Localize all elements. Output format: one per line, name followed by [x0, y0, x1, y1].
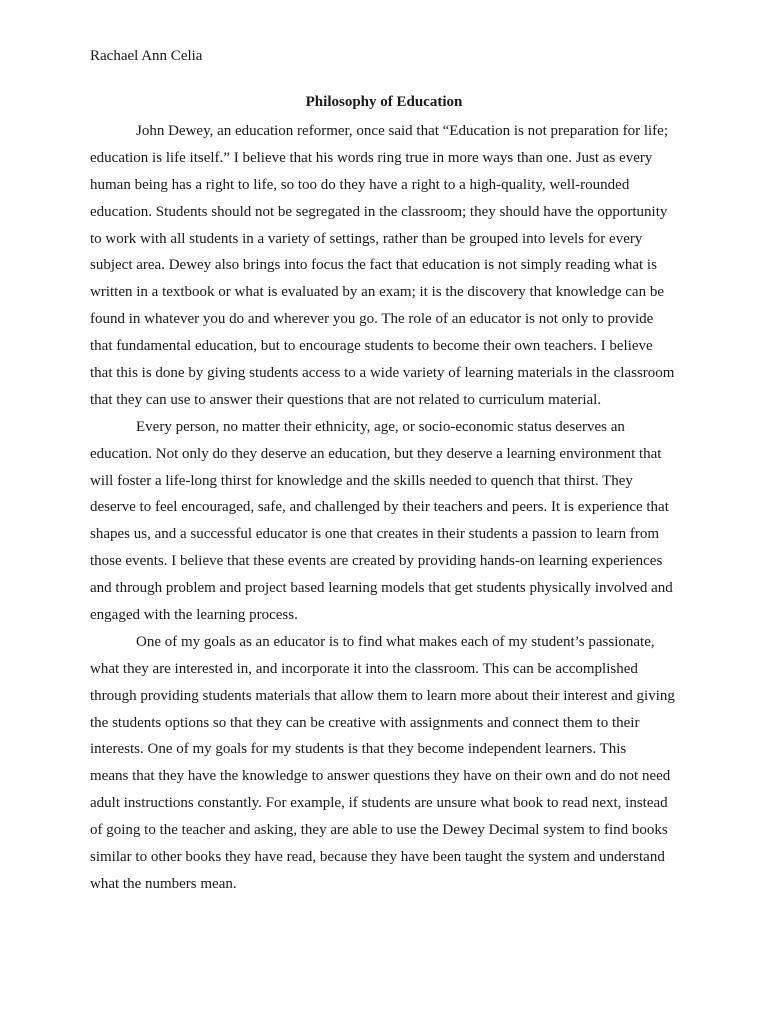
paragraph-line: that they can use to answer their questions that are not related to curriculum material.: [90, 391, 602, 408]
paragraph-line: found in whatever you do and wherever you go. The role of an educator is not only to provide: [90, 311, 654, 328]
paragraph-line: the students options so that they can be creative with assignments and connect them to their: [90, 714, 640, 731]
paragraph-2: [90, 414, 680, 629]
paragraph-line: education. Not only do they deserve an education, but they deserve a learning environment that: [90, 445, 662, 462]
document-body: [90, 118, 680, 898]
paragraph-line: interests. One of my goals for my students is that they become independent learners. This: [90, 741, 627, 758]
paragraph-line: engaged with the learning process.: [90, 607, 298, 624]
paragraph-3: [90, 629, 680, 898]
paragraph-line: human being has a right to life, so too do they have a right to a high-quality, well-rounded: [90, 176, 630, 193]
paragraph-line: written in a textbook or what is evaluated by an exam; it is the discovery that knowledge can be: [90, 284, 664, 301]
paragraph-line: of going to the teacher and asking, they are able to use the Dewey Decimal system to find books: [90, 822, 668, 839]
paragraph-line: education. Students should not be segregated in the classroom; they should have the opportunity: [90, 203, 668, 220]
paragraph-line: what they are interested in, and incorporate it into the classroom. This can be accomplished: [90, 660, 638, 677]
paragraph-line: through providing students materials that allow them to learn more about their interest and giving: [90, 687, 675, 704]
paragraph-line: that this is done by giving students access to a wide variety of learning materials in the classroom: [90, 365, 675, 382]
author-name: Rachael Ann Celia: [90, 48, 203, 64]
paragraph-line: that fundamental education, but to encourage students to become their own teachers. I believe: [90, 338, 653, 355]
paragraph-line: Every person, no matter their ethnicity, age, or socio-economic status deserves an: [136, 418, 625, 435]
paragraph-line: what the numbers mean.: [90, 875, 237, 892]
paragraph-line: education is life itself.” I believe that his words ring true in more ways than one. Just as every: [90, 149, 653, 166]
paragraph-line: subject area. Dewey also brings into focus the fact that education is not simply reading what is: [90, 257, 657, 274]
paragraph-line: and through problem and project based learning models that get students physically involved and: [90, 580, 673, 597]
paragraph-line: John Dewey, an education reformer, once said that “Education is not preparation for life;: [136, 123, 668, 139]
paragraph-line: similar to other books they have read, because they have been taught the system and understand: [90, 849, 665, 866]
paragraph-line: will foster a life-long thirst for knowledge and the skills needed to quench that thirst. They: [90, 472, 633, 489]
paragraph-1: [90, 118, 680, 414]
paragraph-line: to work with all students in a variety of settings, rather than be grouped into levels for every: [90, 230, 643, 247]
document-title: Philosophy of Education: [305, 94, 463, 110]
paragraph-line: adult instructions constantly. For example, if students are unsure what book to read next, instead: [90, 795, 668, 812]
paragraph-line: One of my goals as an educator is to find what makes each of my student’s passionate,: [136, 633, 655, 650]
paragraph-line: shapes us, and a successful educator is one that creates in their students a passion to learn from: [90, 526, 659, 543]
paragraph-line: means that they have the knowledge to answer questions they have on their own and do not need: [90, 768, 671, 785]
paragraph-line: deserve to feel encouraged, safe, and challenged by their teachers and peers. It is experience that: [90, 499, 669, 516]
paragraph-line: those events. I believe that these events are created by providing hands-on learning experiences: [90, 553, 663, 570]
